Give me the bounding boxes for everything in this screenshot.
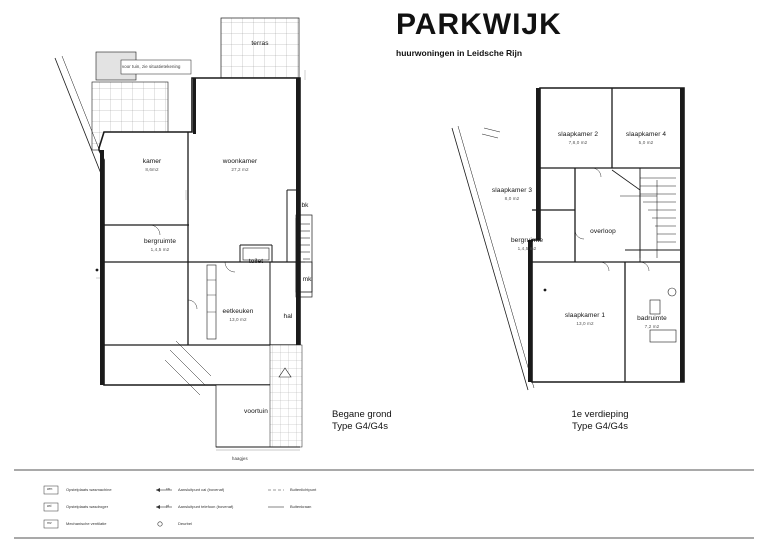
- room-label-slaapkamer1: slaapkamer 1 13,0 m2: [564, 312, 606, 326]
- page-subtitle: huurwoningen in Leidsche Rijn: [396, 48, 523, 58]
- legend-label-2: Opstelplaats wasdroger: [66, 504, 109, 509]
- page-title: PARKWIJK: [396, 8, 562, 41]
- room-label-woonkamer: woonkamer 27,2 m2: [222, 158, 258, 172]
- room-label-toilet: toilet: [248, 258, 264, 265]
- plan-title-first: 1e verdieping Type G4/G4s: [571, 409, 629, 432]
- plan-title-ground: Begane grond Type G4/G4s: [332, 409, 392, 432]
- note-haagjes: haagjes: [232, 456, 248, 461]
- room-label-mk: mk: [302, 276, 312, 283]
- room-label-bergruimte-gf: bergruimte 1,4,5 m2: [143, 238, 177, 252]
- legend-label-1: Opstelplaats wasmachine: [66, 487, 112, 492]
- room-label-eetkeuken: eetkeuken 13,0 m2: [222, 308, 254, 322]
- room-label-overloop: overloop: [590, 228, 616, 235]
- room-label-slaapkamer3: slaapkamer 3 8,0 m2: [491, 187, 533, 201]
- room-label-hal: hal: [283, 313, 293, 320]
- legend-sym-1: wm: [47, 487, 53, 491]
- room-label-badruimte: badruimte 7,2 m2: [637, 315, 667, 329]
- room-label-voortuin: voortuin: [244, 408, 268, 415]
- legend-label-3: Mechanische ventilatie: [66, 521, 107, 526]
- legend-sym-3: mv: [47, 521, 52, 525]
- room-label-bergruimte-ff: bergruimte 1,4,5 m2: [510, 237, 544, 251]
- room-label-slaapkamer2: slaapkamer 2 7,8,0 m2: [557, 131, 599, 145]
- room-label-kamer: kamer 8,6m2: [142, 158, 162, 172]
- note-situatietekening: voor tuin, zie situatietekening: [122, 64, 181, 69]
- legend-sym-cai: ca: [166, 487, 170, 491]
- legend-label-buitenlichtpunt: Buitenlichtpunt: [290, 487, 317, 492]
- legend-label-cai: Aansluitpunt cai (bovenaf): [178, 487, 225, 492]
- room-label-bk: bk: [301, 202, 309, 209]
- legend-label-deurbel: Deurbel: [178, 521, 193, 526]
- legend-sym-2: wd: [47, 504, 52, 508]
- room-label-terras: terras: [251, 40, 269, 47]
- legend-label-telefoon: Aansluitpunt telefoon (bovenaf): [178, 504, 234, 509]
- room-label-slaapkamer4: slaapkamer 4 5,0 m2: [625, 131, 667, 145]
- ground-floor-geometry: [55, 18, 312, 450]
- legend-sym-tel: pt: [166, 504, 169, 508]
- legend-label-buitenkraan: Buitenkraan: [290, 504, 312, 509]
- legend-box: [14, 470, 754, 538]
